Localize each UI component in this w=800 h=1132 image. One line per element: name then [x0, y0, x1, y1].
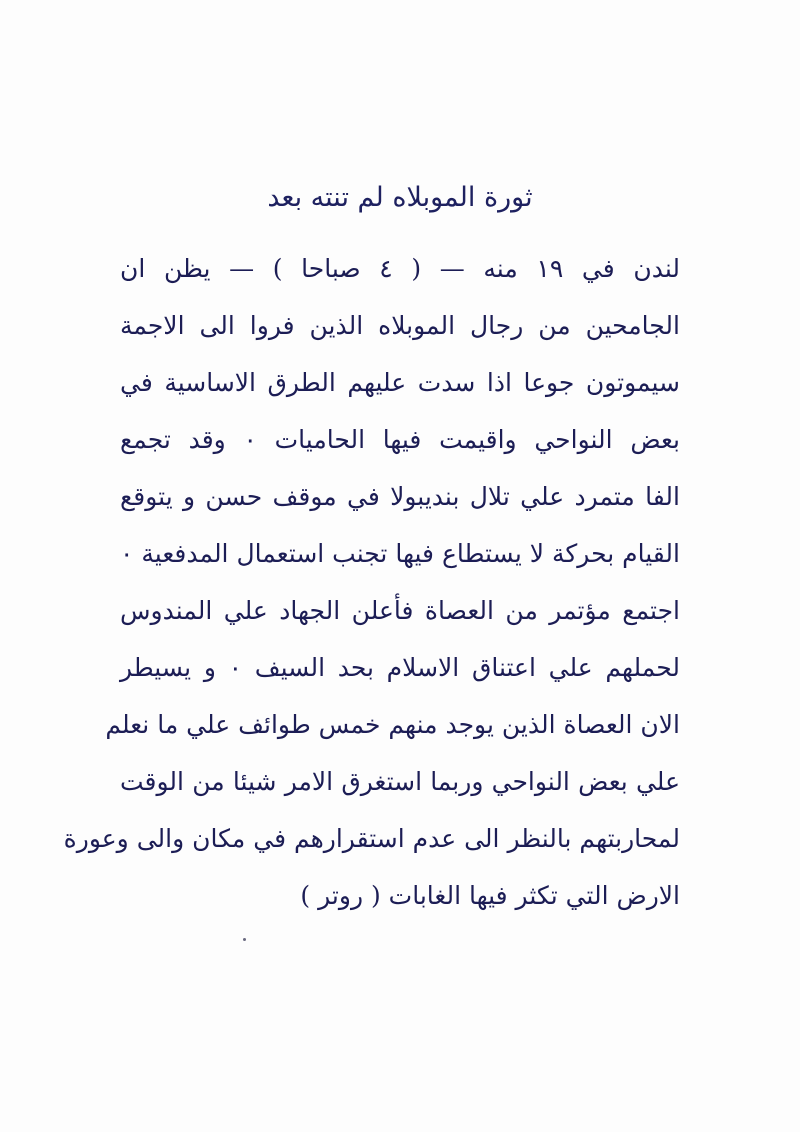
article-headline: ثورة الموبلاه لم تنته بعد — [267, 182, 533, 213]
article-body — [63, 240, 681, 924]
article-line: الفا متمرد علي تلال بنديبولا في موقف حسن و يتوقع — [120, 482, 680, 511]
article-line: علي بعض النواحي وربما استغرق الامر شيئا من الوقت — [120, 767, 680, 796]
article-line: الان العصاة الذين يوجد منهم خمس طوائف علي ما نعلم — [105, 710, 680, 739]
article-line: بعض النواحي واقيمت فيها الحاميات ٠ وقد تجمع — [120, 425, 680, 454]
article-line: الارض التي تكثر فيها الغابات ( روتر ) — [300, 881, 680, 910]
article-line: اجتمع مؤتمر من العصاة فأعلن الجهاد علي المندوس — [120, 596, 680, 625]
article-line: لندن في ١٩ منه — ( ٤ صباحا ) — يظن ان — [120, 254, 680, 283]
article-line: سيموتون جوعا اذا سدت عليهم الطرق الاساسية في — [120, 368, 680, 397]
article-line: لحملهم علي اعتناق الاسلام بحد السيف ٠ و يسيطر — [120, 653, 681, 682]
article-line: لمحاربتهم بالنظر الى عدم استقرارهم في مكان والى وعورة — [63, 824, 680, 853]
article-line: القيام بحركة لا يستطاع فيها تجنب استعمال المدفعية ٠ — [120, 539, 680, 568]
ink-speck — [243, 938, 246, 941]
article-line: الجامحين من رجال الموبلاه الذين فروا الى الاجمة — [120, 311, 680, 340]
